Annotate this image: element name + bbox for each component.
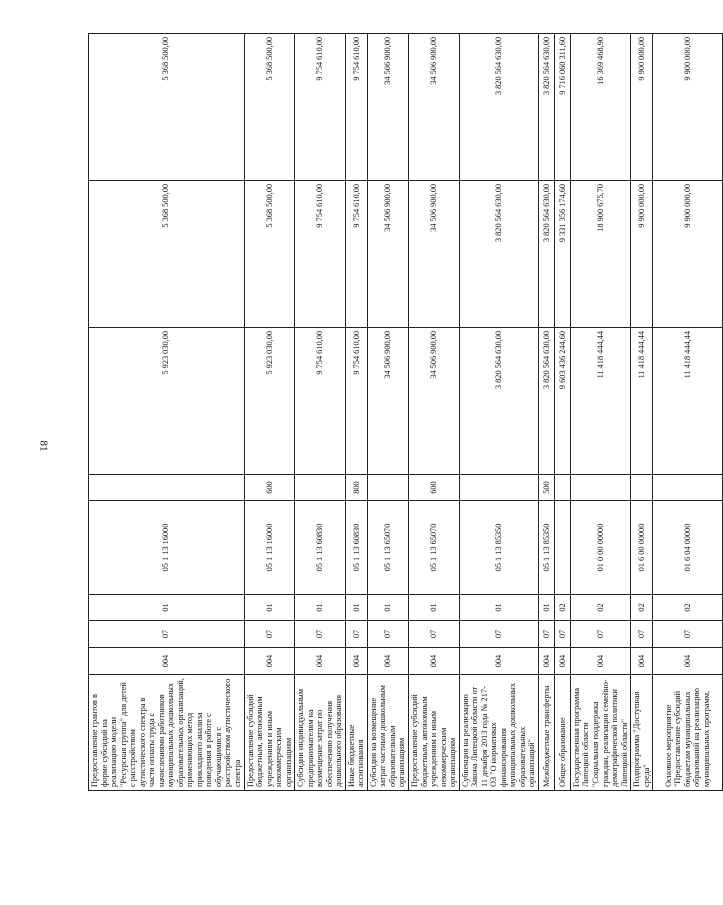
row-gr-cell: 004: [345, 648, 367, 675]
row-value-2023-cell: 16 369 468,90: [570, 34, 630, 181]
row-name-cell: Субвенция на реализацию Закона Липецкой области от 11 декабря 2013 года № 217-ОЗ "О нормативах финансирования муниципальных дошкольных образовательных организаций": [459, 675, 538, 791]
row-value-2023-cell: 9 754 610,00: [295, 34, 346, 181]
row-csr-cell: 05 1 13 60830: [295, 501, 346, 595]
row-section-cell: 07: [570, 621, 630, 648]
row-subsection-cell: 01: [89, 595, 245, 621]
row-value-2023-cell: 9 716 060 311,60: [554, 34, 570, 181]
row-section-cell: 07: [538, 621, 554, 648]
row-subsection-cell: 01: [295, 595, 346, 621]
row-name-cell: Предоставление субсидий бюджетным, автономным учреждениям и иным некоммерческим организациям: [409, 675, 460, 791]
row-csr-cell: 05 1 13 16000: [244, 501, 295, 595]
row-name-cell: Общее образование: [554, 675, 570, 791]
row-vr-cell: [653, 475, 723, 501]
row-name-cell: Подпрограмма "Доступная среда": [631, 675, 653, 791]
row-name-cell: Предоставление субсидий бюджетным, автономным учреждениям и иным некоммерческим организациям: [244, 675, 295, 791]
budget-table-wrapper: [88, 34, 711, 791]
row-value-2022-cell: 34 506 900,00: [409, 181, 460, 328]
row-vr-cell: [89, 475, 245, 501]
row-value-2021-cell: 9 754 610,00: [345, 328, 367, 475]
row-value-2023-cell: 5 368 500,00: [89, 34, 245, 181]
row-section-cell: 07: [345, 621, 367, 648]
row-value-2021-cell: 11 418 444,44: [631, 328, 653, 475]
table-row: [570, 34, 630, 791]
row-gr-cell: 004: [631, 648, 653, 675]
row-vr-cell: [367, 475, 408, 501]
row-section-cell: 07: [631, 621, 653, 648]
row-value-2023-cell: 9 900 000,00: [653, 34, 723, 181]
row-csr-cell: 05 1 13 16000: [89, 501, 245, 595]
row-name-cell: Субсидии индивидуальным предпринимателям на возмещение затрат по обеспечению получения дошкольного образования: [295, 675, 346, 791]
table-body: [89, 34, 723, 791]
row-gr-cell: 004: [554, 648, 570, 675]
row-section-cell: 07: [295, 621, 346, 648]
row-section-cell: 07: [554, 621, 570, 648]
row-section-cell: 07: [459, 621, 538, 648]
row-value-2023-cell: 5 368 500,00: [244, 34, 295, 181]
table-row: [89, 34, 245, 791]
row-value-2022-cell: 3 820 564 630,00: [538, 181, 554, 328]
table-row: [295, 34, 346, 791]
row-gr-cell: 004: [367, 648, 408, 675]
table-row: [631, 34, 653, 791]
row-gr-cell: 004: [538, 648, 554, 675]
row-value-2022-cell: 9 900 000,00: [631, 181, 653, 328]
budget-table: [88, 33, 723, 791]
row-csr-cell: 05 1 13 60830: [345, 501, 367, 595]
row-value-2022-cell: 5 368 500,00: [244, 181, 295, 328]
row-value-2023-cell: 9 900 000,00: [631, 34, 653, 181]
row-value-2022-cell: 9 331 356 174,60: [554, 181, 570, 328]
row-subsection-cell: 01: [538, 595, 554, 621]
row-value-2021-cell: 5 923 030,00: [89, 328, 245, 475]
row-gr-cell: 004: [89, 648, 245, 675]
row-subsection-cell: 02: [554, 595, 570, 621]
row-value-2023-cell: 34 506 900,00: [367, 34, 408, 181]
row-value-2021-cell: 9 754 610,00: [295, 328, 346, 475]
row-csr-cell: [554, 501, 570, 595]
row-value-2021-cell: 5 923 030,00: [244, 328, 295, 475]
row-value-2022-cell: 9 754 610,00: [345, 181, 367, 328]
row-csr-cell: 05 1 13 65070: [367, 501, 408, 595]
row-section-cell: 07: [409, 621, 460, 648]
row-gr-cell: 004: [409, 648, 460, 675]
row-subsection-cell: 01: [244, 595, 295, 621]
row-section-cell: 07: [653, 621, 723, 648]
row-subsection-cell: 01: [367, 595, 408, 621]
row-name-cell: Субсидия на возмещение затрат частным дошкольным образовательным организациям: [367, 675, 408, 791]
row-csr-cell: 05 1 13 85350: [459, 501, 538, 595]
row-vr-cell: [459, 475, 538, 501]
row-name-cell: Государственная программа Липецкой области "Социальная поддержка граждан, реализация семейно-демографической политики Липецкой области": [570, 675, 630, 791]
row-vr-cell: 600: [244, 475, 295, 501]
row-name-cell: Межбюджетные трансферты: [538, 675, 554, 791]
row-vr-cell: 500: [538, 475, 554, 501]
row-csr-cell: 01 6 04 00000: [653, 501, 723, 595]
row-value-2021-cell: 11 418 444,44: [653, 328, 723, 475]
table-row: [653, 34, 723, 791]
row-value-2021-cell: 34 506 900,00: [367, 328, 408, 475]
page-number: 81: [37, 440, 50, 452]
row-gr-cell: 004: [295, 648, 346, 675]
row-subsection-cell: 01: [459, 595, 538, 621]
table-row: [244, 34, 295, 791]
row-subsection-cell: 01: [345, 595, 367, 621]
row-subsection-cell: 02: [653, 595, 723, 621]
row-value-2022-cell: 9 900 000,00: [653, 181, 723, 328]
row-section-cell: 07: [89, 621, 245, 648]
row-value-2021-cell: 11 418 444,44: [570, 328, 630, 475]
row-value-2022-cell: 18 900 675,70: [570, 181, 630, 328]
row-section-cell: 07: [244, 621, 295, 648]
row-value-2023-cell: 3 820 564 630,00: [538, 34, 554, 181]
row-csr-cell: 01 0 00 00000: [570, 501, 630, 595]
row-vr-cell: 600: [409, 475, 460, 501]
row-subsection-cell: 02: [570, 595, 630, 621]
table-row: [538, 34, 554, 791]
row-vr-cell: [570, 475, 630, 501]
row-value-2021-cell: 3 820 564 630,00: [538, 328, 554, 475]
table-row: [367, 34, 408, 791]
row-vr-cell: [295, 475, 346, 501]
row-name-cell: Иные бюджетные ассигнования: [345, 675, 367, 791]
table-row: [345, 34, 367, 791]
row-value-2022-cell: 5 368 500,00: [89, 181, 245, 328]
row-subsection-cell: 02: [631, 595, 653, 621]
row-gr-cell: 004: [459, 648, 538, 675]
row-value-2023-cell: 3 820 564 630,00: [459, 34, 538, 181]
table-row: [409, 34, 460, 791]
row-section-cell: 07: [367, 621, 408, 648]
row-vr-cell: [554, 475, 570, 501]
table-row: [459, 34, 538, 791]
row-value-2021-cell: 34 506 900,00: [409, 328, 460, 475]
row-value-2021-cell: 3 820 564 630,00: [459, 328, 538, 475]
row-value-2021-cell: 9 603 436 244,60: [554, 328, 570, 475]
row-name-cell: Основное мероприятие "Предоставление субсидий бюджетам муниципальных образований на реализацию муниципальных программ,: [653, 675, 723, 791]
row-value-2022-cell: 9 754 610,00: [295, 181, 346, 328]
row-gr-cell: 004: [570, 648, 630, 675]
row-value-2022-cell: 3 820 564 630,00: [459, 181, 538, 328]
row-csr-cell: 01 6 00 00000: [631, 501, 653, 595]
row-value-2023-cell: 9 754 610,00: [345, 34, 367, 181]
rotated-table-area: [88, 34, 711, 791]
row-vr-cell: [631, 475, 653, 501]
table-row: [554, 34, 570, 791]
row-csr-cell: 05 1 13 85350: [538, 501, 554, 595]
row-name-cell: Предоставление грантов в форме субсидий на реализацию модели "Ресурсная группа" для детей с расстройством аутистического спектра в части оплаты труда с начислениями работников муниципальных дошкольных образовательных организаций, применяющих метод прикладного анализа поведения в работе с обучающимися с расстройством аутистического спектра: [89, 675, 245, 791]
row-value-2022-cell: 34 506 900,00: [367, 181, 408, 328]
row-gr-cell: 004: [244, 648, 295, 675]
row-gr-cell: 004: [653, 648, 723, 675]
row-subsection-cell: 01: [409, 595, 460, 621]
row-value-2023-cell: 34 506 900,00: [409, 34, 460, 181]
row-vr-cell: 800: [345, 475, 367, 501]
row-csr-cell: 05 1 13 65070: [409, 501, 460, 595]
